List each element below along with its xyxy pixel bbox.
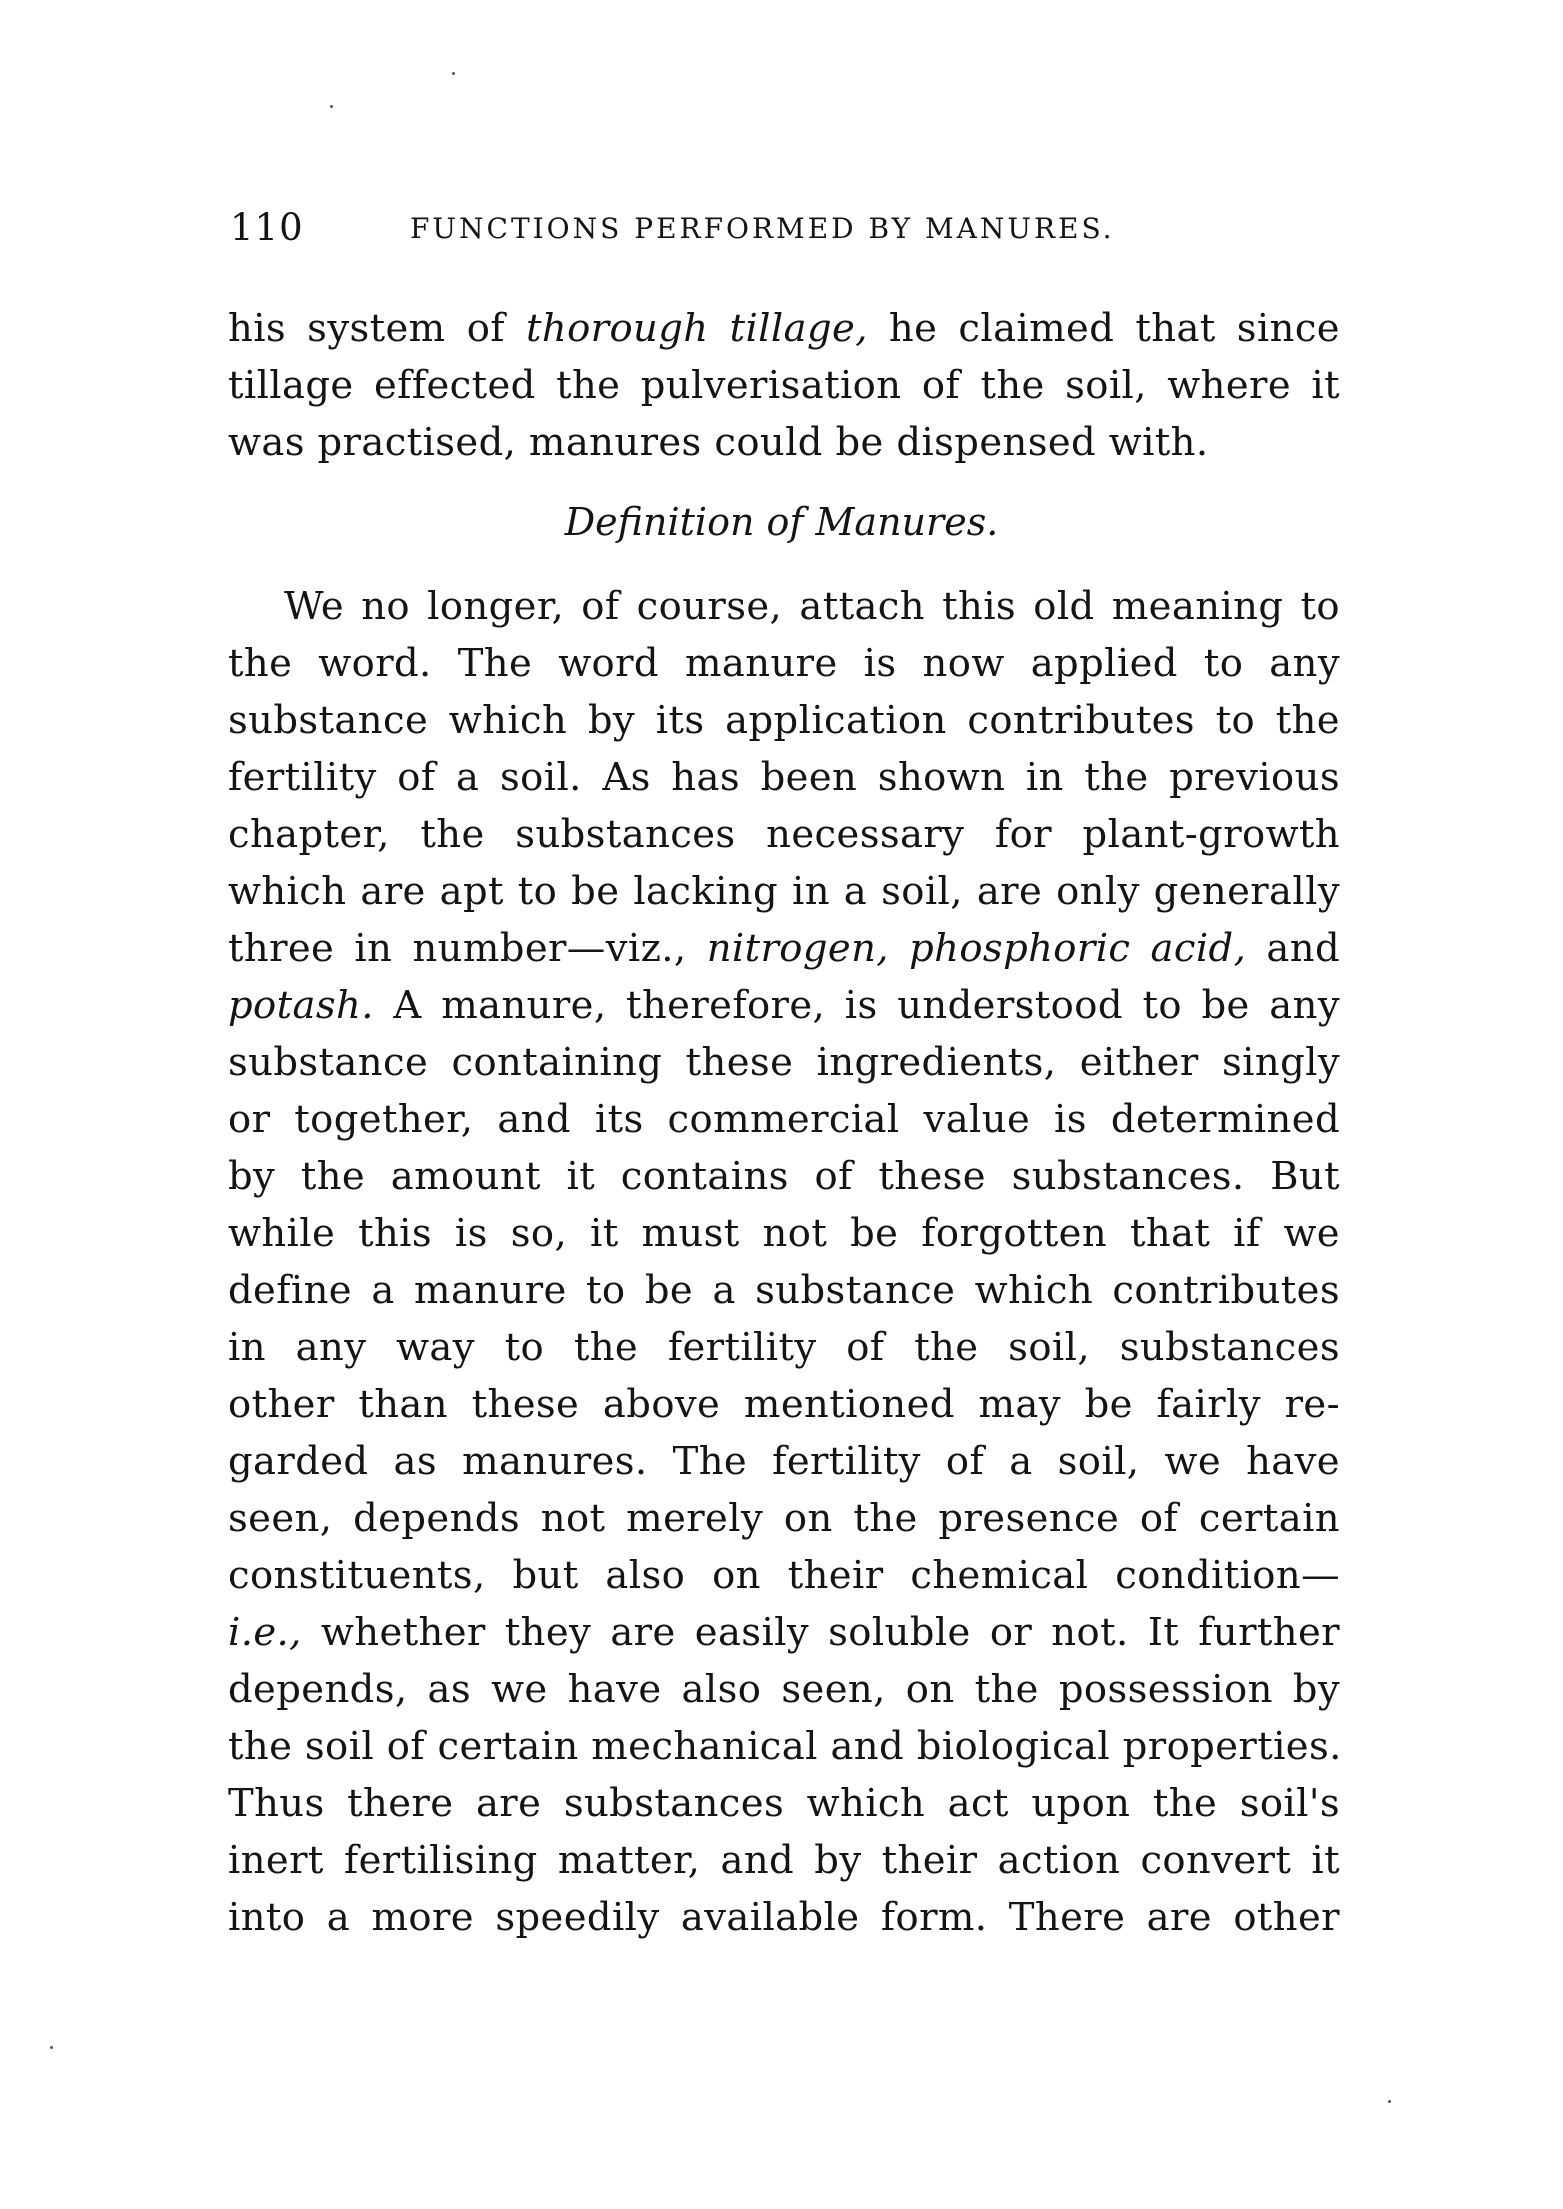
text-line	[228, 1889, 1340, 1946]
text-line	[228, 1661, 1340, 1718]
text-run: by the amount it contains of these substances. But	[228, 1154, 1340, 1199]
text-run: the word. The word manure is now applied to any	[228, 641, 1340, 686]
italic-run: i.e.,	[228, 1610, 302, 1655]
text-line	[228, 749, 1340, 806]
text-run: garded as manures. The fertility of a soil, we have	[228, 1439, 1340, 1484]
text-run: three in number—viz.,	[228, 926, 707, 971]
text-line	[228, 806, 1340, 863]
text-run: into a more speedily available form. There are other	[228, 1895, 1340, 1940]
text-run: or together, and its commercial value is determined	[228, 1097, 1340, 1142]
text-line	[228, 1490, 1340, 1547]
text-line	[228, 1832, 1340, 1889]
body-paragraph	[228, 578, 1340, 1946]
print-speck	[452, 72, 455, 75]
text-line	[228, 1148, 1340, 1205]
text-run: define a manure to be a substance which contributes	[228, 1268, 1340, 1313]
italic-run: nitrogen, phosphoric acid,	[706, 926, 1247, 971]
text-line	[228, 920, 1340, 977]
text-line	[228, 863, 1340, 920]
text-run: in any way to the fertility of the soil, substances	[228, 1325, 1340, 1370]
text-line	[228, 692, 1340, 749]
text-run: other than these above mentioned may be fairly re-	[228, 1382, 1340, 1427]
text-run: fertility of a soil. As has been shown in the previous	[228, 755, 1340, 800]
text-run: whether they are easily soluble or not. It further	[301, 1610, 1340, 1655]
print-speck	[1388, 2100, 1391, 2103]
text-line	[228, 414, 1340, 471]
intro-paragraph	[228, 300, 1340, 471]
text-run: his system of	[228, 306, 527, 351]
text-line	[228, 1718, 1340, 1775]
text-run: which are apt to be lacking in a soil, are only generally	[228, 869, 1340, 914]
italic-run: thorough tillage,	[526, 306, 868, 351]
text-run: depends, as we have also seen, on the possession by	[228, 1667, 1340, 1712]
text-run: A manure, therefore, is understood to be any	[373, 983, 1340, 1028]
text-line	[228, 1547, 1340, 1604]
text-run: substance containing these ingredients, either singly	[228, 1040, 1340, 1085]
text-line	[228, 1262, 1340, 1319]
text-run: he claimed that since	[867, 306, 1340, 351]
page-number: 110	[230, 206, 304, 249]
text-line	[228, 1034, 1340, 1091]
text-line	[228, 1433, 1340, 1490]
text-line	[228, 1319, 1340, 1376]
text-run: the soil of certain mechanical and biological properties.	[228, 1724, 1342, 1769]
print-speck	[330, 105, 333, 108]
text-run: Thus there are substances which act upon the soil's	[228, 1781, 1340, 1826]
text-line	[228, 1205, 1340, 1262]
text-run: was practised, manures could be dispensed with.	[228, 420, 1209, 465]
print-speck	[50, 2046, 53, 2049]
running-title: FUNCTIONS PERFORMED BY MANURES.	[410, 212, 1115, 245]
text-line	[228, 300, 1340, 357]
text-run: chapter, the substances necessary for plant-growth	[228, 812, 1340, 857]
text-line	[228, 1376, 1340, 1433]
text-run: substance which by its application contributes to the	[228, 698, 1340, 743]
text-line	[228, 977, 1340, 1034]
text-run: tillage effected the pulverisation of the soil, where it	[228, 363, 1340, 408]
text-line	[228, 635, 1340, 692]
text-run: inert fertilising matter, and by their action convert it	[228, 1838, 1340, 1883]
text-line	[228, 1775, 1340, 1832]
text-run: We no longer, of course, attach this old meaning to	[284, 584, 1340, 629]
section-heading: Definition of Manures.	[564, 500, 999, 544]
text-line	[228, 1091, 1340, 1148]
text-line	[228, 357, 1340, 414]
text-line	[228, 1604, 1340, 1661]
text-line	[228, 578, 1340, 635]
text-run: and	[1246, 926, 1341, 971]
running-head	[230, 200, 1340, 260]
text-run: seen, depends not merely on the presence of certain	[228, 1496, 1340, 1541]
text-run: constituents, but also on their chemical condition—	[228, 1553, 1340, 1598]
text-run: while this is so, it must not be forgotten that if we	[228, 1211, 1340, 1256]
italic-run: potash.	[228, 983, 374, 1028]
